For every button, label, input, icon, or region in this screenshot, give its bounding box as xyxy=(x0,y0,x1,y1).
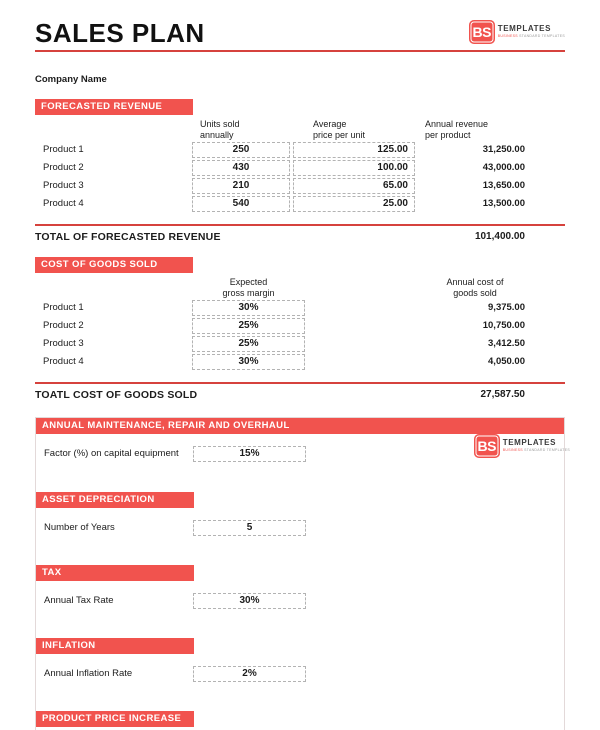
product-label: Product 4 xyxy=(43,356,84,367)
logo-name: TEMPLATES xyxy=(502,438,557,447)
table-row xyxy=(35,160,565,176)
section-forecasted-revenue-header: FORECASTED REVENUE xyxy=(35,99,193,115)
depreciation-years-label: Number of Years xyxy=(44,522,115,533)
table-row xyxy=(35,336,565,352)
section-inflation-header: INFLATION xyxy=(36,638,194,654)
annual-revenue-value: 13,500.00 xyxy=(482,198,525,209)
tax-rate-input[interactable]: 30% xyxy=(193,593,306,609)
total-cogs-label: TOATL COST OF GOODS SOLD xyxy=(35,389,198,401)
inflation-rate-row xyxy=(36,666,564,682)
total-cogs-value: 27,587.50 xyxy=(480,389,525,400)
column-header-gross-margin: Expected gross margin xyxy=(222,277,275,298)
logo-tagline: BUSINESS STANDARD TEMPLATES xyxy=(502,448,570,452)
annual-cost-value: 10,750.00 xyxy=(482,320,525,331)
section-asset-depreciation-header: ASSET DEPRECIATION xyxy=(36,492,194,508)
table-row xyxy=(35,178,565,194)
logo-tagline: BUSINESS STANDARD TEMPLATES xyxy=(497,34,565,38)
table-row xyxy=(35,354,565,370)
depreciation-years-row xyxy=(36,520,564,536)
annual-cost-value: 9,375.00 xyxy=(488,302,525,313)
product-label: Product 4 xyxy=(43,198,84,209)
annual-revenue-value: 31,250.00 xyxy=(482,144,525,155)
product-label: Product 3 xyxy=(43,338,84,349)
company-name-label: Company Name xyxy=(35,74,107,85)
price-per-unit-input[interactable]: 125.00 xyxy=(293,142,415,158)
depreciation-years-input[interactable]: 5 xyxy=(193,520,306,536)
tax-rate-label: Annual Tax Rate xyxy=(44,595,114,606)
annual-cost-value: 3,412.50 xyxy=(488,338,525,349)
column-header-annual-cost: Annual cost of goods sold xyxy=(446,277,504,298)
annual-revenue-value: 13,650.00 xyxy=(482,180,525,191)
table-row xyxy=(35,196,565,212)
table-row xyxy=(35,318,565,334)
section-product-price-increase-header: PRODUCT PRICE INCREASE xyxy=(36,711,194,727)
column-header-annual-revenue: Annual revenue per product xyxy=(425,119,489,140)
bs-templates-logo xyxy=(469,20,565,44)
forecast-column-headers xyxy=(35,117,565,142)
product-label: Product 1 xyxy=(43,144,84,155)
product-label: Product 2 xyxy=(43,320,84,331)
annual-revenue-value: 43,000.00 xyxy=(482,162,525,173)
gross-margin-input[interactable]: 30% xyxy=(192,354,305,370)
total-revenue-label: TOTAL OF FORECASTED REVENUE xyxy=(35,231,221,243)
total-cost-of-goods-sold-row xyxy=(35,382,565,401)
inflation-rate-label: Annual Inflation Rate xyxy=(44,668,133,679)
column-header-price-per-unit: Average price per unit xyxy=(313,119,366,140)
annual-cost-value: 4,050.00 xyxy=(488,356,525,367)
product-label: Product 3 xyxy=(43,180,84,191)
section-tax-header: TAX xyxy=(36,565,194,581)
page-title: SALES PLAN xyxy=(35,18,205,48)
units-sold-input[interactable]: 430 xyxy=(192,160,290,176)
price-per-unit-input[interactable]: 25.00 xyxy=(293,196,415,212)
section-maintenance-header: ANNUAL MAINTENANCE, REPAIR AND OVERHAUL xyxy=(36,418,564,434)
maintenance-factor-label: Factor (%) on capital equipment xyxy=(44,448,179,459)
tax-rate-row xyxy=(36,593,564,609)
bs-templates-logo xyxy=(474,434,570,458)
units-sold-input[interactable]: 250 xyxy=(192,142,290,158)
document-header xyxy=(35,20,565,46)
table-row xyxy=(35,142,565,158)
gross-margin-input[interactable]: 25% xyxy=(192,318,305,334)
logo-name: TEMPLATES xyxy=(497,24,552,33)
price-per-unit-input[interactable]: 100.00 xyxy=(293,160,415,176)
product-label: Product 2 xyxy=(43,162,84,173)
table-row xyxy=(35,300,565,316)
bs-logo-icon: BS xyxy=(474,434,500,458)
product-label: Product 1 xyxy=(43,302,84,313)
assumptions-panel xyxy=(35,417,570,730)
inflation-rate-input[interactable]: 2% xyxy=(193,666,306,682)
maintenance-factor-input[interactable]: 15% xyxy=(193,446,306,462)
bs-logo-icon: BS xyxy=(469,20,495,44)
units-sold-input[interactable]: 540 xyxy=(192,196,290,212)
column-header-units-sold: Units sold annually xyxy=(200,119,240,140)
total-revenue-value: 101,400.00 xyxy=(474,231,525,242)
gross-margin-input[interactable]: 25% xyxy=(192,336,305,352)
price-per-unit-input[interactable]: 65.00 xyxy=(293,178,415,194)
title-rule xyxy=(35,50,565,52)
cogs-column-headers xyxy=(35,275,565,300)
section-cost-of-goods-sold-header: COST OF GOODS SOLD xyxy=(35,257,193,273)
total-forecasted-revenue-row xyxy=(35,224,565,243)
units-sold-input[interactable]: 210 xyxy=(192,178,290,194)
gross-margin-input[interactable]: 30% xyxy=(192,300,305,316)
